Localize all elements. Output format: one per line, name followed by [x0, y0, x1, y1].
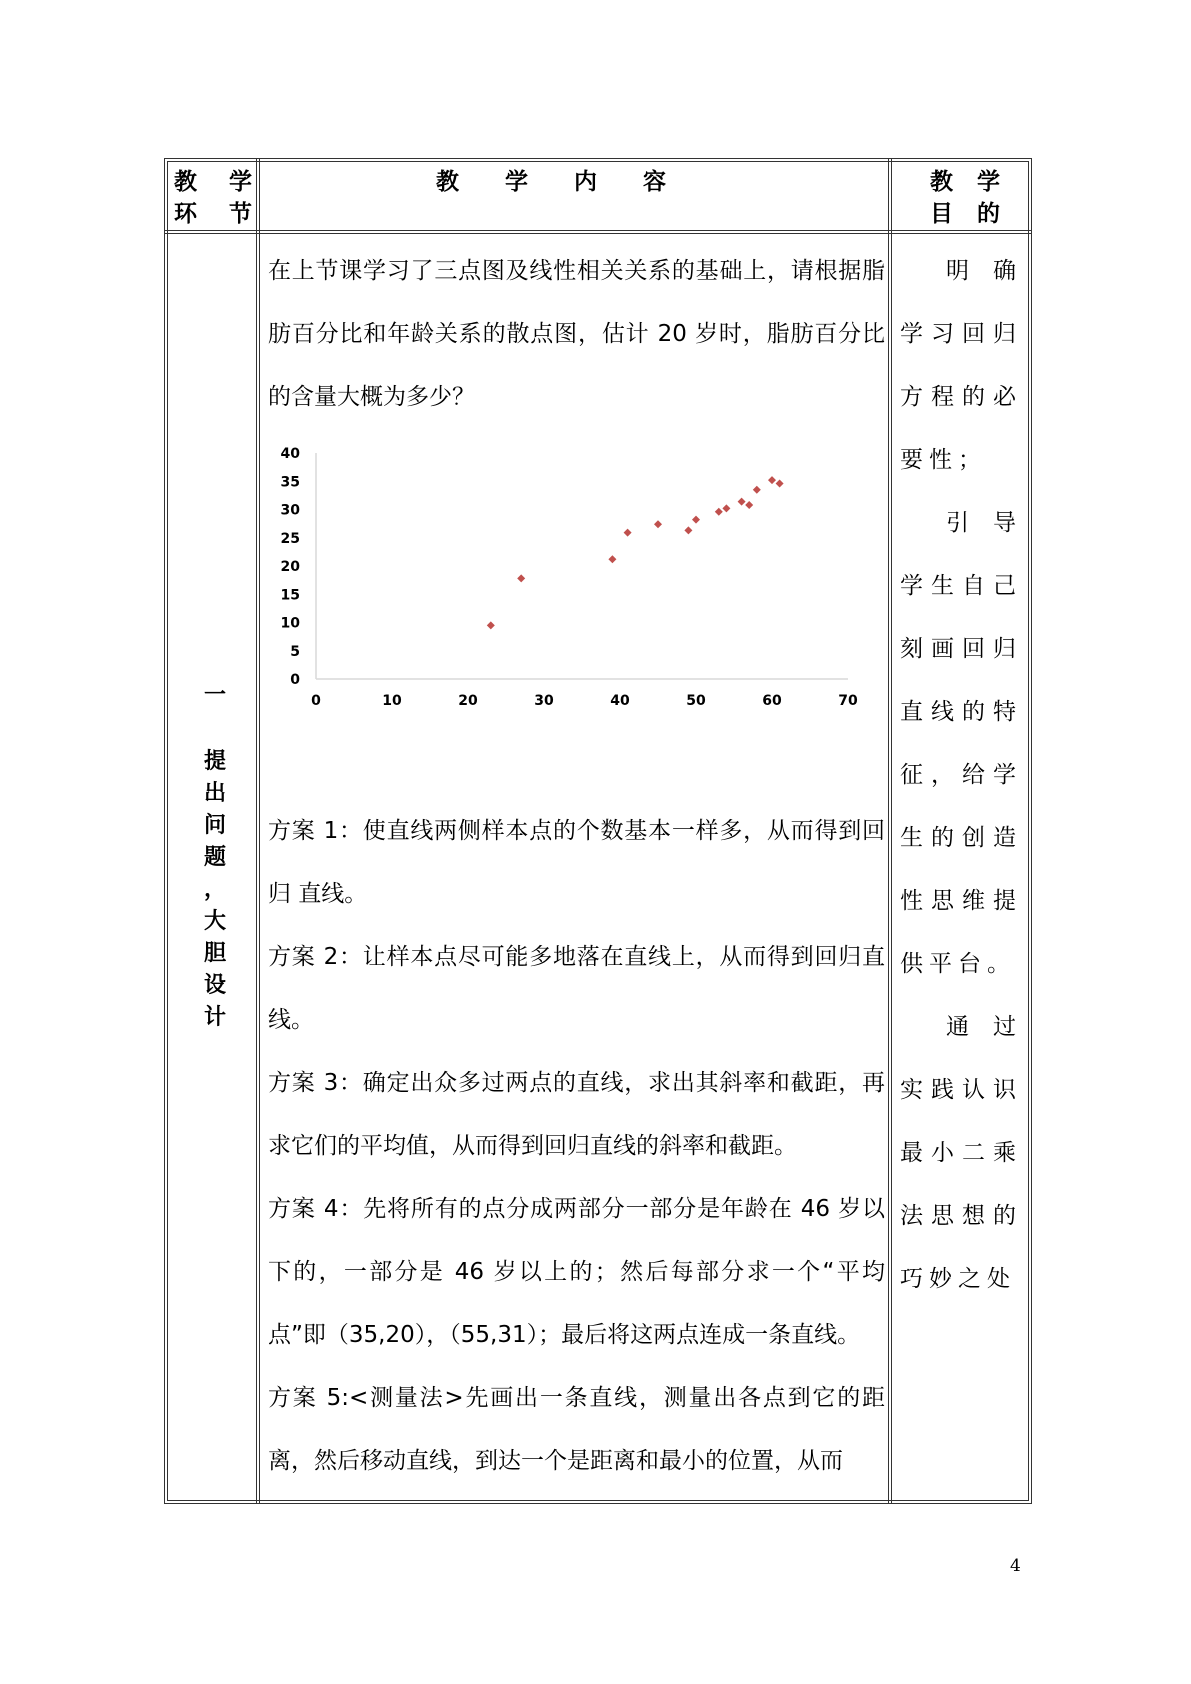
y-tick-label: 25	[280, 530, 300, 547]
data-point	[654, 520, 662, 528]
data-point	[715, 508, 723, 516]
data-point	[624, 529, 632, 537]
data-point	[745, 501, 753, 509]
header-teaching-goal: 教 学 目 的	[930, 169, 1000, 227]
plan-4: 方案 4：先将所有的点分成两部分一部分是年龄在 46 岁以下的，一部分是 46 岁以上的；然后每部分求一个“平均点”即（35,20），（55,31）；最后将这两点连成一条直线。	[268, 1196, 885, 1348]
goal-2: 引导学生自己刻画回归直线的特征，给学生的创造性思维提供平台。	[900, 510, 1022, 977]
y-tick-label: 40	[280, 446, 300, 462]
plan-1: 方案 1：使直线两侧样本点的个数基本一样多，从而得到回归 直线。	[268, 818, 885, 907]
data-point	[722, 504, 730, 512]
intro-question: 在上节课学习了三点图及线性相关关系的基础上，请根据脂肪百分比和年龄关系的散点图，估计 20 岁时，脂肪百分比的含量大概为多少？	[268, 258, 885, 410]
column-divider	[256, 158, 260, 1504]
stage-title-char: 提	[203, 749, 226, 774]
plan-2: 方案 2：让样本点尽可能多地落在直线上，从而得到回归直线。	[268, 944, 885, 1033]
plan-3: 方案 3：确定出众多过两点的直线，求出其斜率和截距，再求它们的平均值，从而得到回归直线的斜率和截距。	[268, 1070, 885, 1159]
data-point	[768, 476, 776, 484]
x-tick-label: 60	[762, 693, 782, 709]
stage-title-char: 问	[203, 813, 226, 838]
x-tick-label: 0	[311, 693, 321, 709]
header-teaching-stage: 教 学 环 节	[174, 169, 252, 227]
data-point	[738, 498, 746, 506]
goal-1: 明确学习回归方程的必要性；	[900, 258, 1022, 473]
data-point	[776, 480, 784, 488]
x-tick-label: 20	[458, 693, 478, 709]
stage-title-char: ，	[203, 877, 226, 902]
teaching-content	[268, 240, 885, 1493]
column-divider	[888, 158, 892, 1504]
y-tick-label: 0	[290, 672, 300, 688]
stage-title-char: 大	[203, 909, 226, 934]
x-tick-label: 10	[382, 693, 402, 709]
x-tick-label: 50	[686, 693, 706, 709]
y-tick-label: 10	[280, 615, 300, 632]
stage-title-char: 题	[203, 845, 226, 870]
stage-title	[195, 680, 235, 1034]
data-point	[487, 621, 495, 629]
plan-5: 方案 5:<测量法>先画出一条直线，测量出各点到它的距离，然后移动直线，到达一个是距离和最小的位置，从而	[268, 1385, 885, 1474]
x-tick-label: 40	[610, 693, 630, 709]
header-teaching-content: 教学内容	[436, 169, 712, 195]
scatter-chart	[268, 429, 885, 800]
data-point	[517, 574, 525, 582]
y-tick-label: 20	[280, 559, 300, 575]
header-divider	[164, 230, 1032, 234]
data-point	[753, 486, 761, 494]
scatter-chart-svg	[268, 429, 885, 800]
y-tick-label: 30	[280, 502, 300, 519]
data-point	[684, 526, 692, 534]
x-tick-label: 30	[534, 693, 554, 709]
x-tick-label: 70	[838, 693, 858, 709]
page-number: 4	[1010, 1556, 1021, 1576]
stage-number: 一	[203, 683, 226, 708]
teaching-goals	[900, 240, 1022, 1311]
stage-title-char: 出	[203, 781, 226, 806]
y-tick-label: 5	[290, 643, 300, 660]
stage-title-char: 设	[203, 973, 226, 998]
y-tick-label: 15	[280, 587, 300, 604]
data-point	[608, 555, 616, 563]
stage-title-char: 计	[203, 1005, 226, 1030]
goal-3: 通过实践认识最小二乘法思想的巧妙之处	[900, 1014, 1022, 1292]
stage-title-char: 胆	[203, 941, 226, 966]
data-point	[692, 516, 700, 524]
y-tick-label: 35	[280, 474, 300, 491]
